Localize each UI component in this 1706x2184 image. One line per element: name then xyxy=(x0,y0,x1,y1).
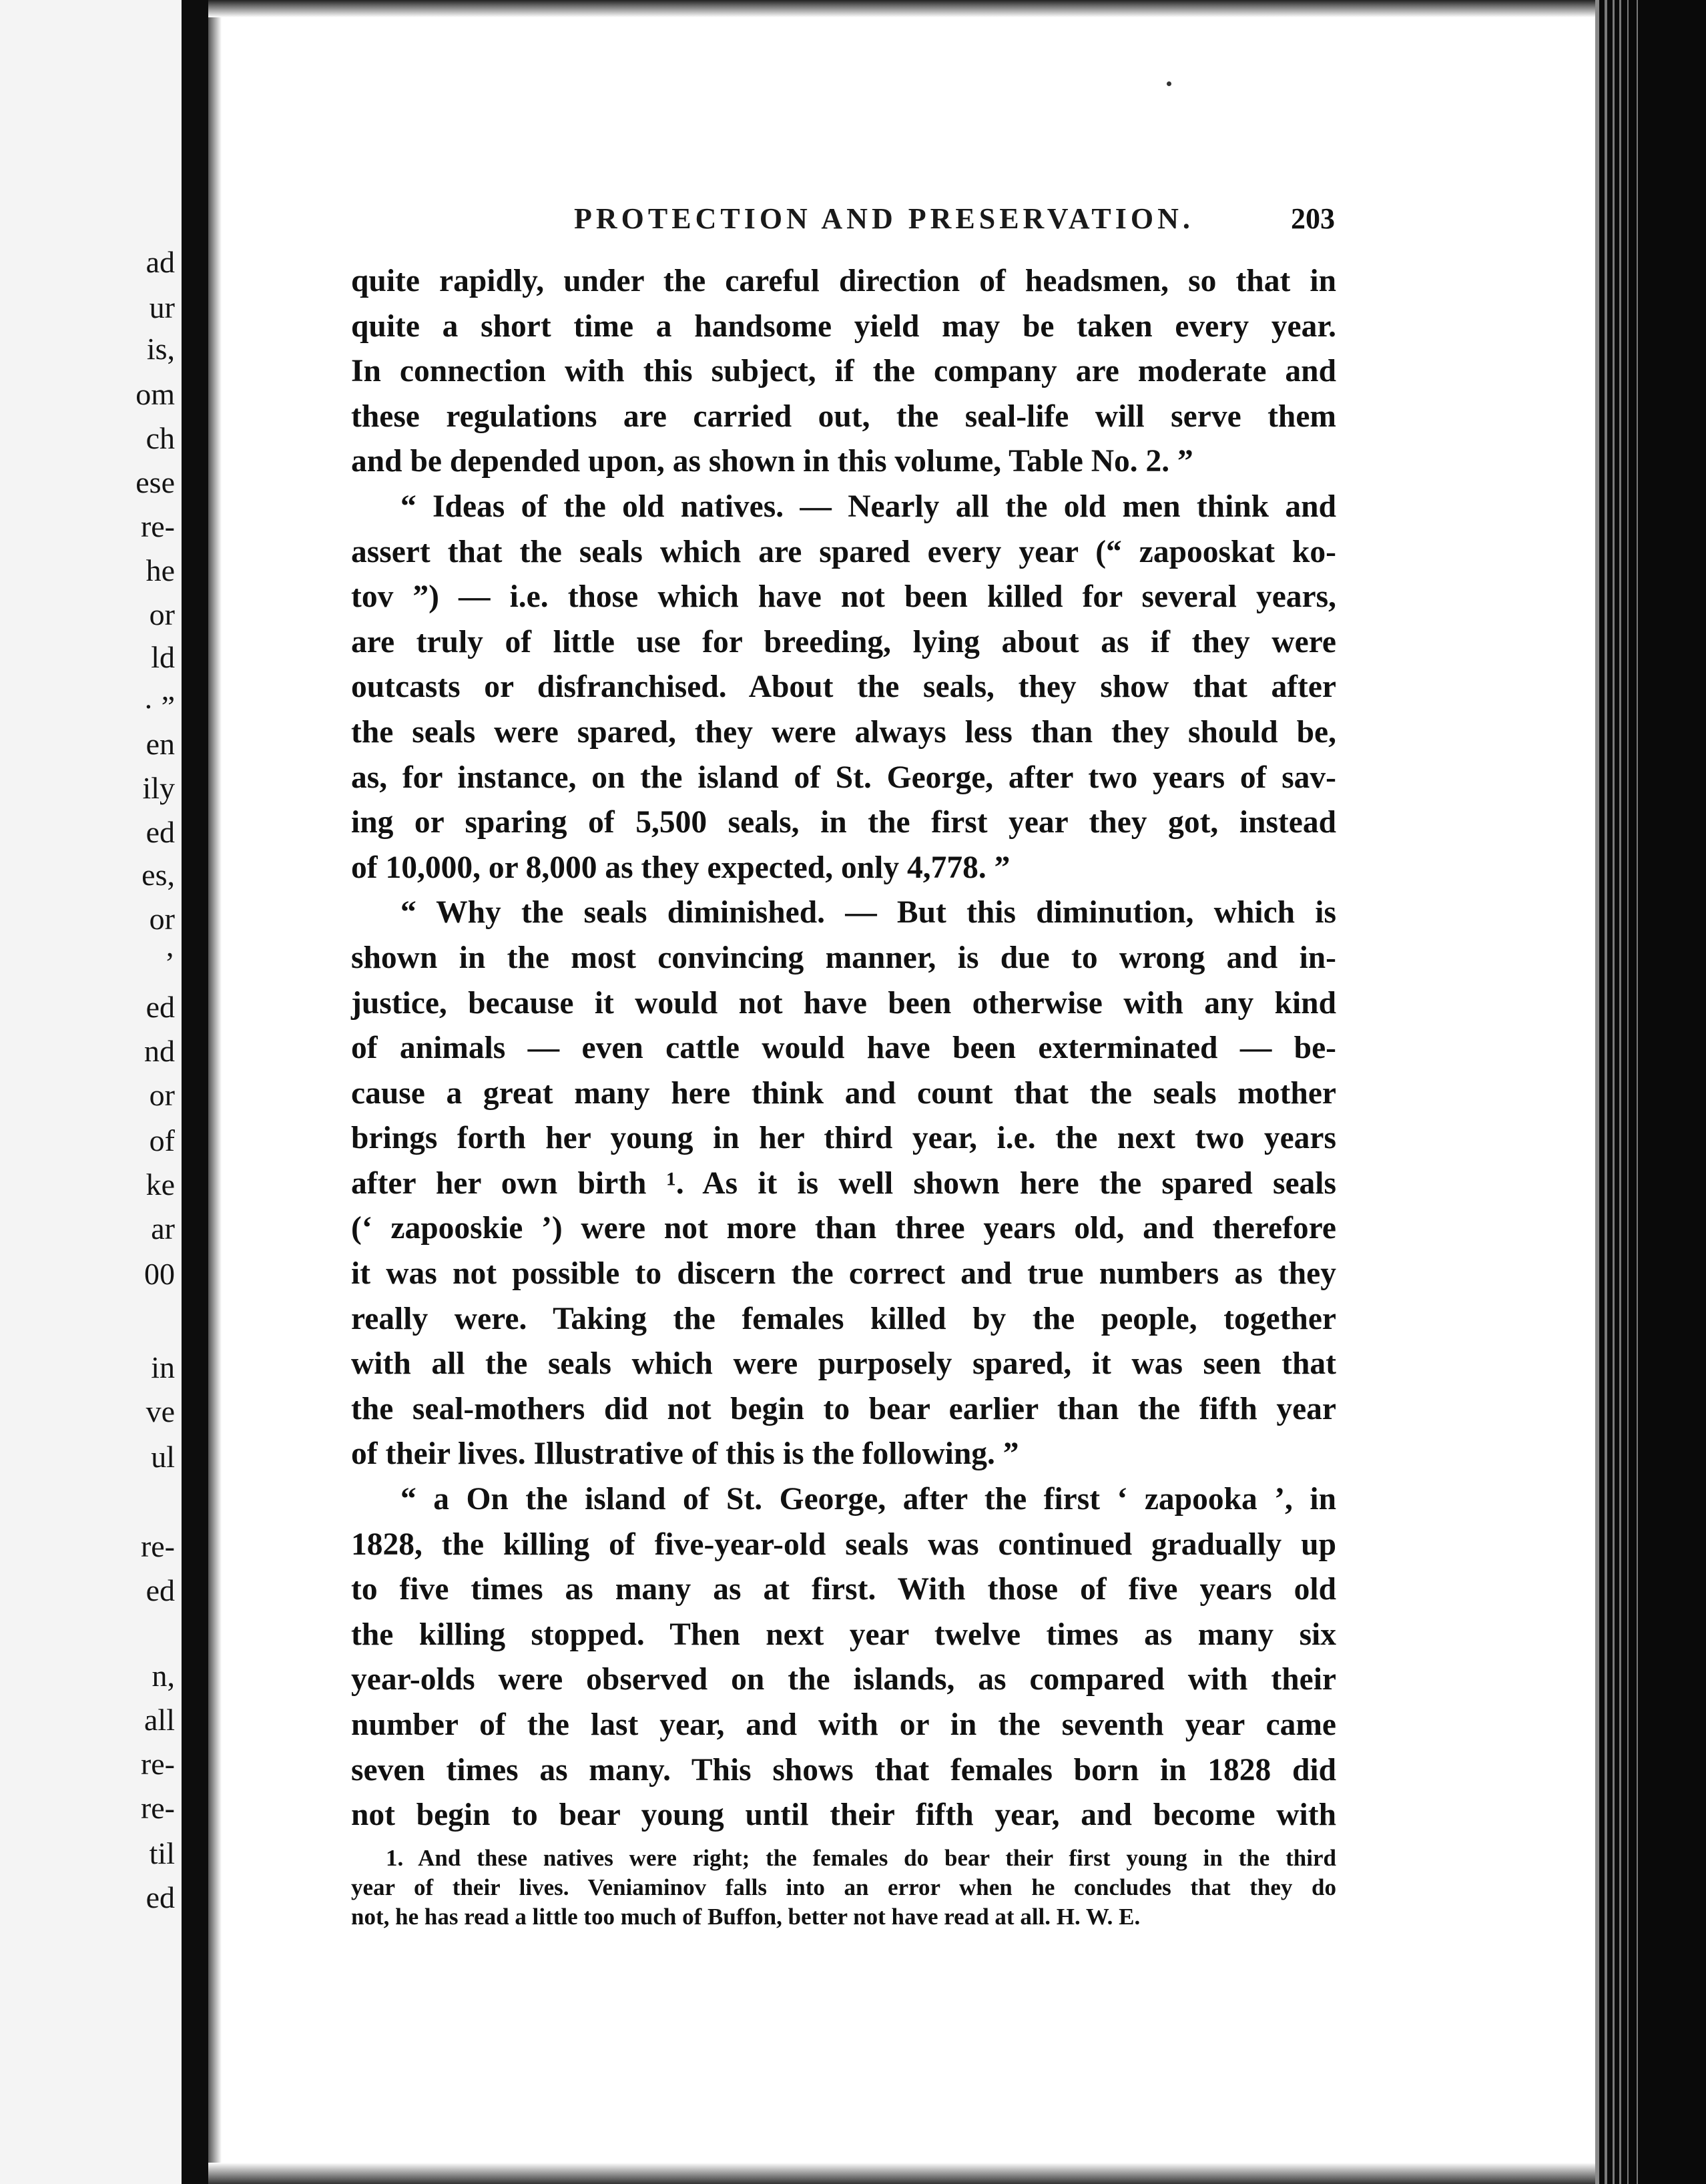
left-page-fragment: re- xyxy=(140,1747,175,1781)
left-page-fragment: ed xyxy=(146,1880,175,1914)
left-page-fragment: re- xyxy=(140,1791,175,1825)
left-page-fragment: · ” xyxy=(143,690,175,724)
text-line: number of the last year, and with or in the seventh year came xyxy=(351,1707,1336,1742)
gutter-shadow xyxy=(208,0,222,2184)
text-line: (‘ zapooskie ’) were not more than three years old, and therefore xyxy=(351,1211,1336,1246)
text-line: it was not possible to discern the correct and true numbers as they xyxy=(351,1256,1336,1292)
book-gutter xyxy=(182,0,208,2184)
text-line: the killing stopped. Then next year twelve times as many six xyxy=(351,1617,1336,1652)
page-stack-edge xyxy=(1595,0,1706,2184)
left-page-fragment: ily xyxy=(142,771,175,805)
left-page-fragment: ’ xyxy=(164,946,175,980)
left-page-fragment: is, xyxy=(146,332,175,366)
left-page-fragment: es, xyxy=(141,858,175,892)
text-line: year-olds were observed on the islands, as compared with their xyxy=(351,1662,1336,1697)
left-page-fragment: re- xyxy=(140,1529,175,1563)
text-line: the seals were spared, they were always less than they should be, xyxy=(351,714,1336,750)
footnote-line: not, he has read a little too much of Buffon, better not have read at all. H. W. E. xyxy=(351,1904,1141,1930)
text-line: of their lives. Illustrative of this is the following. ” xyxy=(351,1436,1019,1472)
left-page-fragment: en xyxy=(146,727,175,761)
text-line: outcasts or disfranchised. About the seals, they show that after xyxy=(351,669,1336,705)
left-page-fragment: ur xyxy=(149,290,175,324)
page-number: 203 xyxy=(1291,202,1335,235)
left-page-fragment: til xyxy=(149,1836,175,1870)
text-line: these regulations are carried out, the seal-life will serve them xyxy=(351,398,1336,434)
text-line: quite a short time a handsome yield may be taken every year. xyxy=(351,308,1336,344)
footnote xyxy=(351,1844,1336,1932)
bottom-edge-shadow xyxy=(208,2163,1595,2184)
left-page-fragment: ch xyxy=(146,421,175,455)
print-speck xyxy=(1167,81,1171,86)
text-line: shown in the most convincing manner, is due to wrong and in- xyxy=(351,940,1336,975)
page-header xyxy=(347,202,1335,242)
text-line: not begin to bear young until their fifth year, and become with xyxy=(351,1798,1336,1833)
text-line: of animals — even cattle would have been exterminated — be- xyxy=(351,1031,1336,1066)
text-line: cause a great many here think and count that the seals mother xyxy=(351,1075,1336,1111)
left-page-fragment: of xyxy=(149,1123,175,1157)
top-edge-shadow xyxy=(208,0,1595,17)
left-page-fragment: ld xyxy=(151,640,175,674)
left-facing-page xyxy=(0,0,188,2184)
left-page-fragment: ar xyxy=(151,1211,175,1246)
left-page-fragment: nd xyxy=(144,1034,175,1068)
left-page-fragment: ul xyxy=(151,1440,175,1474)
left-page-fragment: ed xyxy=(146,815,175,849)
text-line: In connection with this subject, if the company are moderate and xyxy=(351,354,1336,389)
left-page-fragment: ve xyxy=(146,1394,175,1428)
left-page-fragment: in xyxy=(151,1350,175,1384)
body-text xyxy=(351,259,1336,1838)
left-page-fragment: ese xyxy=(135,465,175,499)
text-line: 1828, the killing of five-year-old seals was continued gradually up xyxy=(351,1527,1336,1562)
left-page-fragment: or xyxy=(149,902,175,936)
text-line: justice, because it would not have been otherwise with any kind xyxy=(351,985,1336,1021)
text-line: “ Ideas of the old natives. — Nearly all the old men think and xyxy=(400,489,1336,524)
footnote-line: 1. And these natives were right; the females do bear their first young in the third xyxy=(386,1845,1336,1871)
left-page-fragment: re- xyxy=(140,509,175,543)
left-page-fragment: ad xyxy=(146,245,175,279)
running-title: PROTECTION AND PRESERVATION. xyxy=(574,202,1194,235)
text-line: the seal-mothers did not begin to bear earlier than the fifth year xyxy=(351,1391,1336,1426)
left-page-fragment: all xyxy=(144,1703,175,1737)
left-page-fragment: ed xyxy=(146,1573,175,1607)
text-line: seven times as many. This shows that females born in 1828 did xyxy=(351,1752,1336,1788)
text-line: after her own birth ¹. As it is well shown here the spared seals xyxy=(351,1165,1336,1201)
text-line: with all the seals which were purposely spared, it was seen that xyxy=(351,1346,1336,1382)
left-page-fragment: ke xyxy=(146,1167,175,1201)
text-line: tov ”) — i.e. those which have not been killed for several years, xyxy=(351,579,1336,615)
text-line: assert that the seals which are spared every year (“ zapooskat ko- xyxy=(351,534,1336,569)
text-line: ing or sparing of 5,500 seals, in the first year they got, instead xyxy=(351,805,1336,840)
text-line: are truly of little use for breeding, lying about as if they were xyxy=(351,624,1336,659)
footnote-line: year of their lives. Veniaminov falls into an error when he concludes that they do xyxy=(351,1874,1336,1900)
text-line: quite rapidly, under the careful direction of headsmen, so that in xyxy=(351,264,1336,298)
left-page-fragment: 00 xyxy=(144,1257,175,1291)
text-line: “ a On the island of St. George, after the first ‘ zapooka ’, in xyxy=(400,1482,1336,1517)
text-line: brings forth her young in her third year, i.e. the next two years xyxy=(351,1121,1336,1156)
left-page-fragment: or xyxy=(149,597,175,631)
left-page-fragment: om xyxy=(135,377,175,411)
text-line: to five times as many as at first. With those of five years old xyxy=(351,1572,1336,1607)
text-line: and be depended upon, as shown in this volume, Table No. 2. ” xyxy=(351,444,1193,479)
text-line: really were. Taking the females killed by the people, together xyxy=(351,1301,1336,1336)
left-page-fragment: n, xyxy=(152,1659,175,1693)
text-line: “ Why the seals diminished. — But this diminution, which is xyxy=(400,895,1336,930)
text-line: as, for instance, on the island of St. George, after two years of sav- xyxy=(351,760,1336,795)
left-page-fragment: he xyxy=(146,553,175,587)
text-line: of 10,000, or 8,000 as they expected, only 4,778. ” xyxy=(351,850,1011,885)
left-page-fragment: or xyxy=(149,1078,175,1112)
left-page-fragment: ed xyxy=(146,990,175,1024)
